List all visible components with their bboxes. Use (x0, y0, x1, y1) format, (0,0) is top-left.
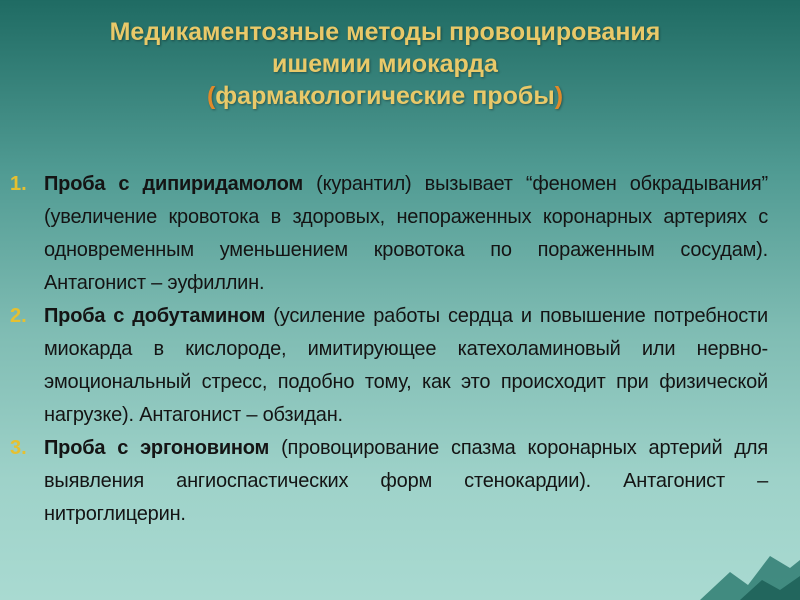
title-paren-open: ( (206, 82, 216, 110)
list-item (10, 168, 768, 300)
title-paren-close: ) (554, 82, 564, 110)
list-item-number: 3. (10, 437, 27, 459)
list-item-heading: Проба с добутамином (44, 305, 266, 327)
title-subtitle: фармакологические пробы (215, 82, 555, 110)
list-item-heading: Проба с эргоновином (44, 437, 270, 459)
list-item-heading: Проба с дипиридамолом (44, 173, 304, 195)
title-line-3 (40, 80, 730, 112)
test-list (10, 168, 768, 531)
slide-title (40, 16, 730, 112)
list-item-number: 1. (10, 173, 27, 195)
list-item-text (44, 300, 768, 432)
title-line-2: ишемии миокарда (272, 50, 498, 78)
list-item (10, 432, 768, 531)
title-line-1: Медикаментозные методы провоцирования (109, 18, 661, 46)
list-item-text (44, 432, 768, 531)
list-item-description: (курантил) вызывает “феномен обкрадывания” (увеличение кровотока в здоровых, непораженных коронарных артериях с одновременным уменьшением кровотока по пораженным сосудам). Антагонист – эуфиллин. (44, 173, 768, 294)
list-item-description: (провоцирование спазма коронарных артерий для выявления ангиоспастических форм стенокардии). Антагонист – нитроглицерин. (44, 437, 768, 525)
list-item (10, 300, 768, 432)
list-item-number: 2. (10, 305, 27, 327)
list-item-description: (усиление работы сердца и повышение потребности миокарда в кислороде, имитирующее катехоламиновый или нервно-эмоциональный стресс, подобно тому, как это происходит при физической нагрузке). Антагонист – обзидан. (44, 305, 768, 426)
list-item-text (44, 168, 768, 300)
